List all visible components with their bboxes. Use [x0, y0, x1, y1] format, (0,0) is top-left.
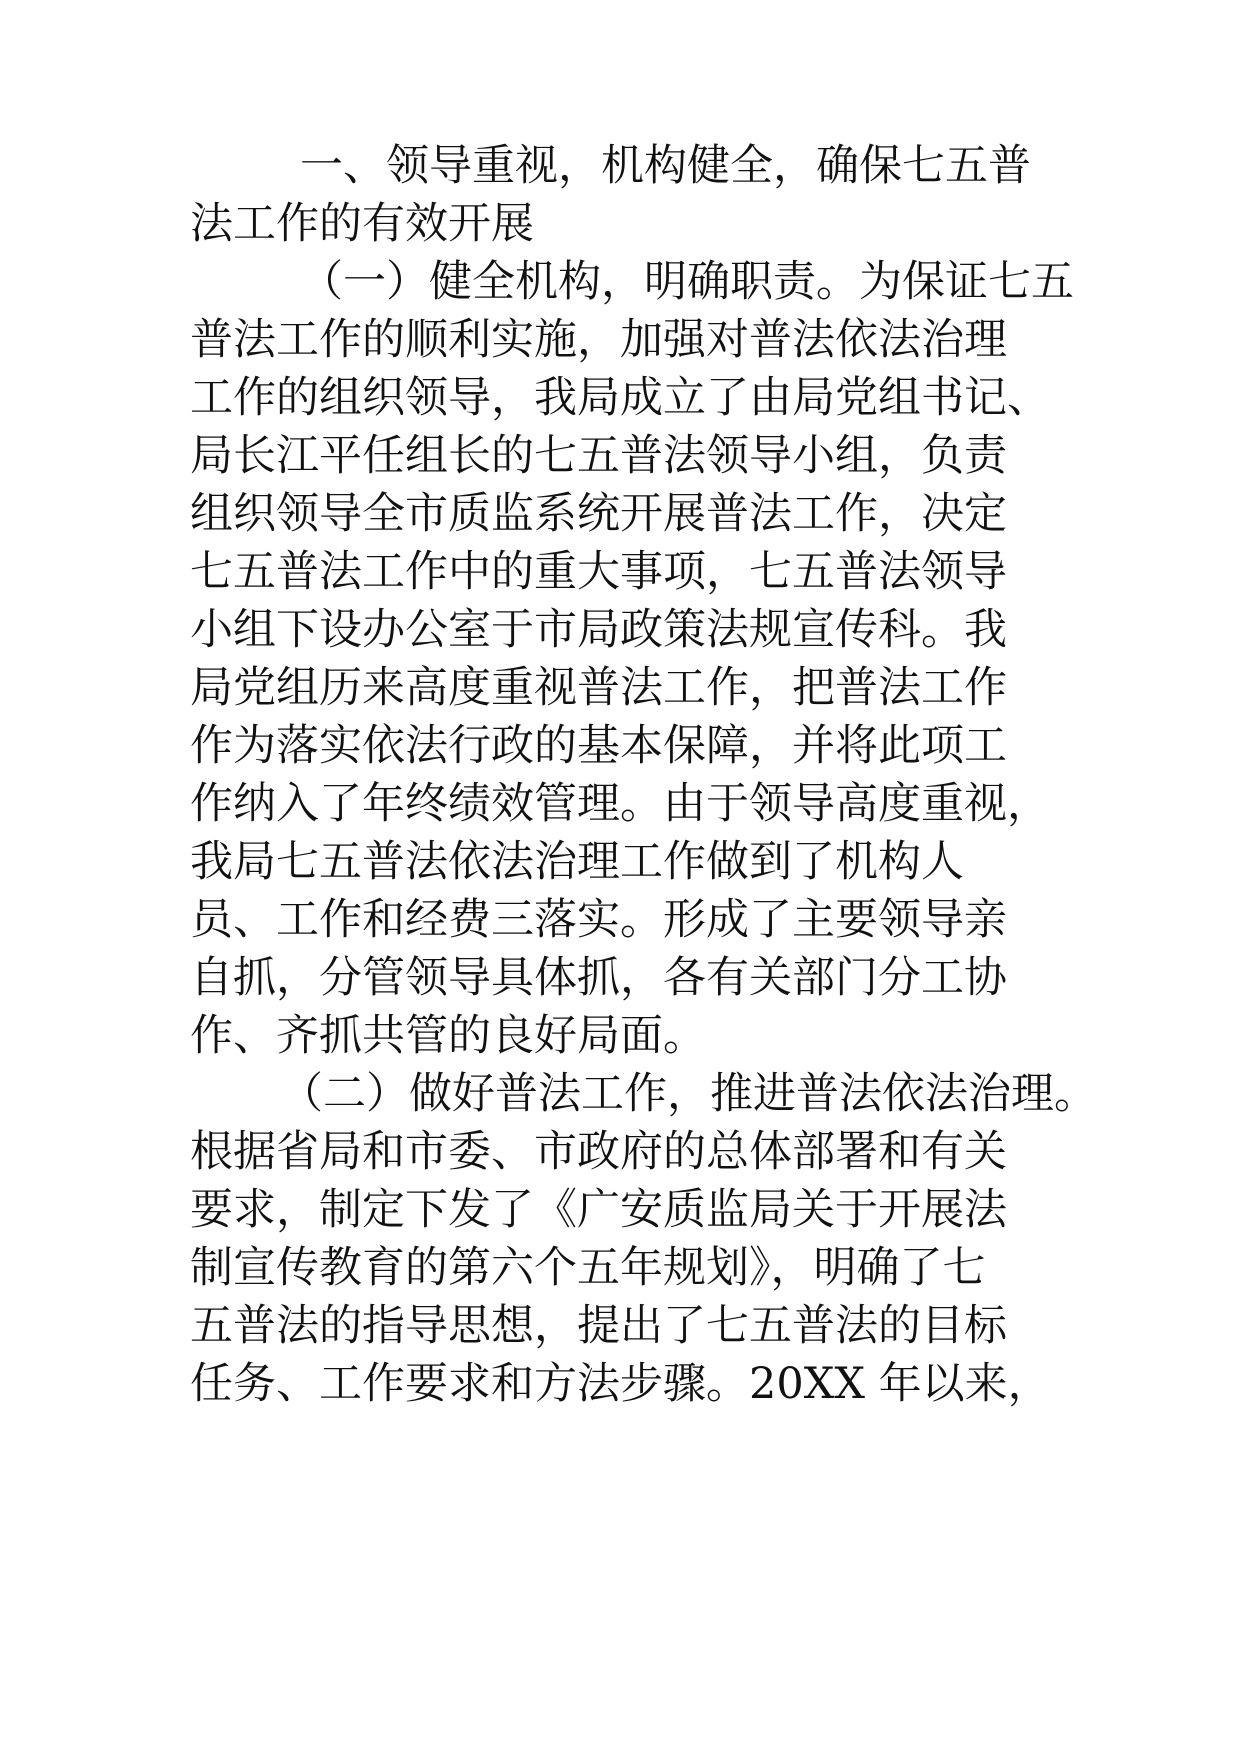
paragraph-line: 我局七五普法依法治理工作做到了机构人 — [190, 837, 964, 887]
paragraph-line: 局长江平任组长的七五普法领导小组，负责 — [190, 431, 1007, 481]
paragraph-line: 员、工作和经费三落实。形成了主要领导亲 — [190, 895, 1007, 945]
heading-line-1: 一、领导重视，机构健全，确保七五普 — [300, 141, 1031, 191]
paragraph-line: 工作的组织领导，我局成立了由局党组书记、 — [190, 373, 1050, 423]
paragraph-line: 作纳入了年终绩效管理。由于领导高度重视， — [190, 779, 1050, 829]
paragraph-line: （一）健全机构，明确职责。为保证七五 — [300, 257, 1074, 307]
paragraph-line: 任务、工作要求和方法步骤。20XX 年以来， — [190, 1359, 1051, 1409]
paragraph-line: 局党组历来高度重视普法工作，把普法工作 — [190, 663, 1007, 713]
paragraph-line: 作为落实依法行政的基本保障，并将此项工 — [190, 721, 1007, 771]
paragraph-line: 根据省局和市委、市政府的总体部署和有关 — [190, 1127, 1007, 1177]
paragraph-line: 小组下设办公室于市局政策法规宣传科。我 — [190, 605, 1007, 655]
paragraph-line: 作、齐抓共管的良好局面。 — [190, 1011, 706, 1061]
paragraph-line: 组织领导全市质监系统开展普法工作，决定 — [190, 489, 1007, 539]
paragraph-line: 自抓，分管领导具体抓，各有关部门分工协 — [190, 953, 1007, 1003]
paragraph-line: 七五普法工作中的重大事项，七五普法领导 — [190, 547, 1007, 597]
paragraph-line: （二）做好普法工作，推进普法依法治理。 — [280, 1069, 1097, 1119]
paragraph-line: 要求，制定下发了《广安质监局关于开展法 — [190, 1185, 1007, 1235]
heading-line-2: 法工作的有效开展 — [190, 199, 534, 249]
paragraph-line: 制宣传教育的第六个五年规划》，明确了七 — [190, 1243, 986, 1293]
paragraph-line: 普法工作的顺利实施，加强对普法依法治理 — [190, 315, 1007, 365]
paragraph-line: 五普法的指导思想，提出了七五普法的目标 — [190, 1301, 1007, 1351]
